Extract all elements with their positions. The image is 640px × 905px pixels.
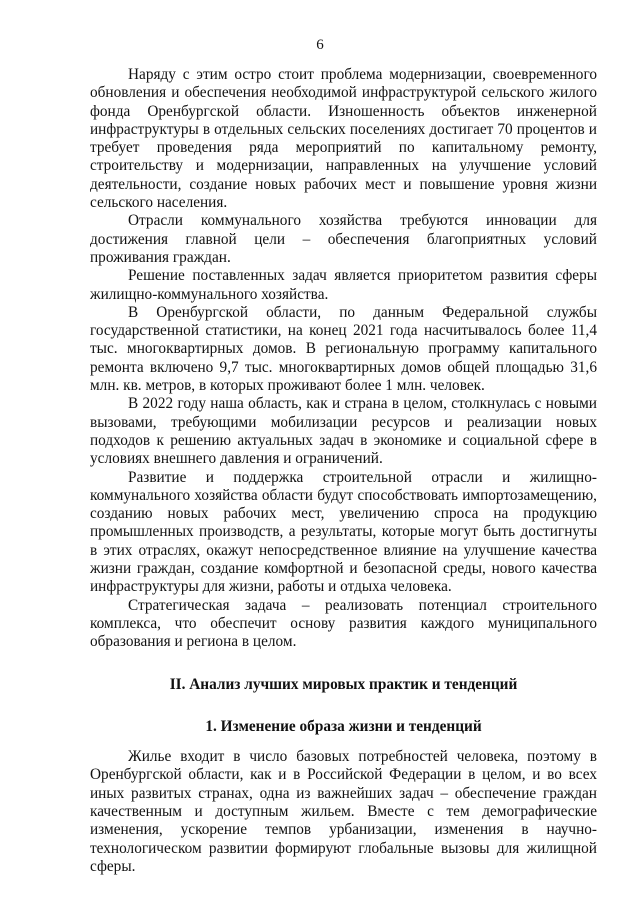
paragraph-housing-statistics: В Оренбургской области, по данным Федеральной службы государственной статистики, на конец 2021 года насчитывалось более 11,4 тыс. многоквартирных домов. В региональную программу капитального ремонта включено 9,7 тыс. многоквартирных домов общей площадью 31,6 млн. кв. метров, в которых проживают более 1 млн. человек. [90, 303, 597, 395]
paragraph-strategic-task: Стратегическая задача – реализовать потенциал строительного комплекса, что обеспечит основу развития каждого муниципального образования и региона в целом. [90, 596, 597, 651]
paragraph-priority: Решение поставленных задач является приоритетом развития сферы жилищно-коммунального хозяйства. [90, 267, 597, 303]
subsection-heading: 1. Изменение образа жизни и тенденций [205, 717, 482, 735]
paragraph-housing-needs: Жилье входит в число базовых потребностей человека, поэтому в Оренбургской области, как и в Российской Федерации в целом, и во всех иных развитых странах, одна из важнейших задач – обеспечение граждан качественным и доступным жильем. Вместе с тем демографические изменения, ускорение темпов урбанизации, изменения в научно-технологическом развитии формируют глобальные вызовы для жилищной сферы. [90, 748, 597, 875]
page-content [90, 66, 597, 876]
section-heading: II. Анализ лучших мировых практик и тенденций [169, 675, 518, 693]
paragraph-industry-development: Развитие и поддержка строительной отрасли и жилищно-коммунального хозяйства области будут способствовать импортозамещению, созданию новых рабочих мест, увеличению спроса на продукцию промышленных производств, а результаты, которые могут быть достигнуты в этих отраслях, окажут непосредственное влияние на улучшение качества жизни граждан, создание комфортной и безопасной среды, нового качества инфраструктуры для жизни, работы и отдыха человека. [90, 468, 597, 596]
paragraph-new-challenges: В 2022 году наша область, как и страна в целом, столкнулась с новыми вызовами, требующими мобилизации ресурсов и реализации новых подходов к решению актуальных задач в экономике и социальной сфере в условиях внешнего давления и ограничений. [90, 395, 597, 468]
paragraph-infrastructure-modernization: Наряду с этим остро стоит проблема модернизации, своевременного обновления и обеспечения необходимой инфраструктурой сельского жилого фонда Оренбургской области. Изношенность объектов инженерной инфраструктуры в отдельных сельских поселениях достигает 70 процентов и требует проведения ряда мероприятий по капитальному ремонту, строительству и модернизации, направленных на улучшение условий деятельности, создание новых рабочих мест и повышение уровня жизни сельского населения. [90, 66, 597, 212]
paragraph-utilities-innovation: Отрасли коммунального хозяйства требуются инновации для достижения главной цели – обеспечения благоприятных условий проживания граждан. [90, 212, 597, 266]
page-number: 6 [316, 37, 324, 53]
